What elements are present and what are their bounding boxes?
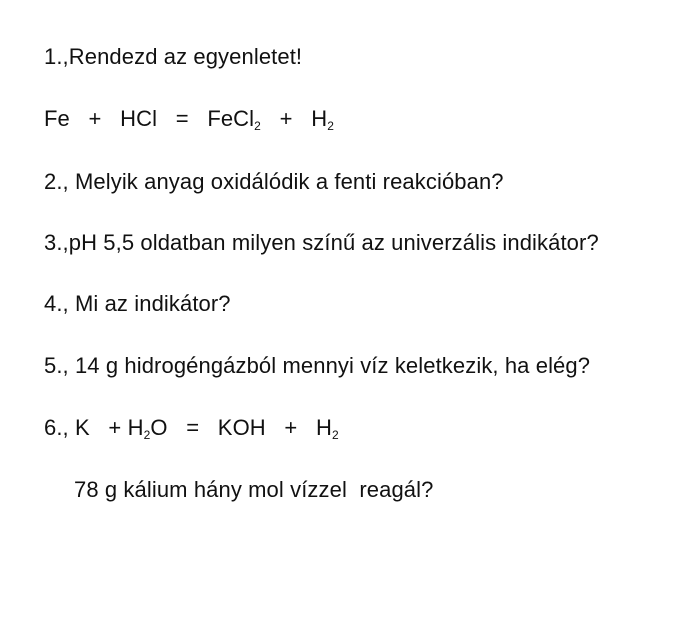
eq1-h2: $H_2$ — [311, 106, 334, 133]
question-6-sub: 78 g kálium hány mol vízzel reagál? — [74, 477, 434, 502]
question-2: 2., Melyik anyag oxidálódik a fenti reakcióban? — [44, 169, 504, 194]
q6-h2: $H_2$ — [316, 415, 339, 442]
q6-koh: KOH — [217, 415, 266, 440]
equation-1 — [44, 104, 334, 134]
question-4: 4., Mi az indikátor? — [44, 291, 231, 316]
question-6-equation — [44, 413, 339, 443]
q6-h2o: $H_2O$ — [127, 415, 168, 442]
eq1-hcl: HCl — [120, 106, 158, 131]
eq1-plus-2: + — [279, 106, 293, 131]
eq1-fe: Fe — [44, 106, 70, 131]
q6-plus-1: + — [108, 415, 122, 440]
eq1-fecl2: FeCl$_2$ — [207, 106, 261, 133]
q6-plus-2: + — [284, 415, 298, 440]
q6-equals: = — [186, 415, 200, 440]
question-3: 3.,pH 5,5 oldatban milyen színű az univerzális indikátor? — [44, 230, 599, 255]
q6-prefix: 6., K — [44, 415, 90, 440]
question-5: 5., 14 g hidrogéngázból mennyi víz keletkezik, ha elég? — [44, 353, 591, 378]
eq1-plus-1: + — [88, 106, 102, 131]
eq1-equals: = — [175, 106, 189, 131]
question-1: 1.,Rendezd az egyenletet! — [44, 44, 303, 69]
